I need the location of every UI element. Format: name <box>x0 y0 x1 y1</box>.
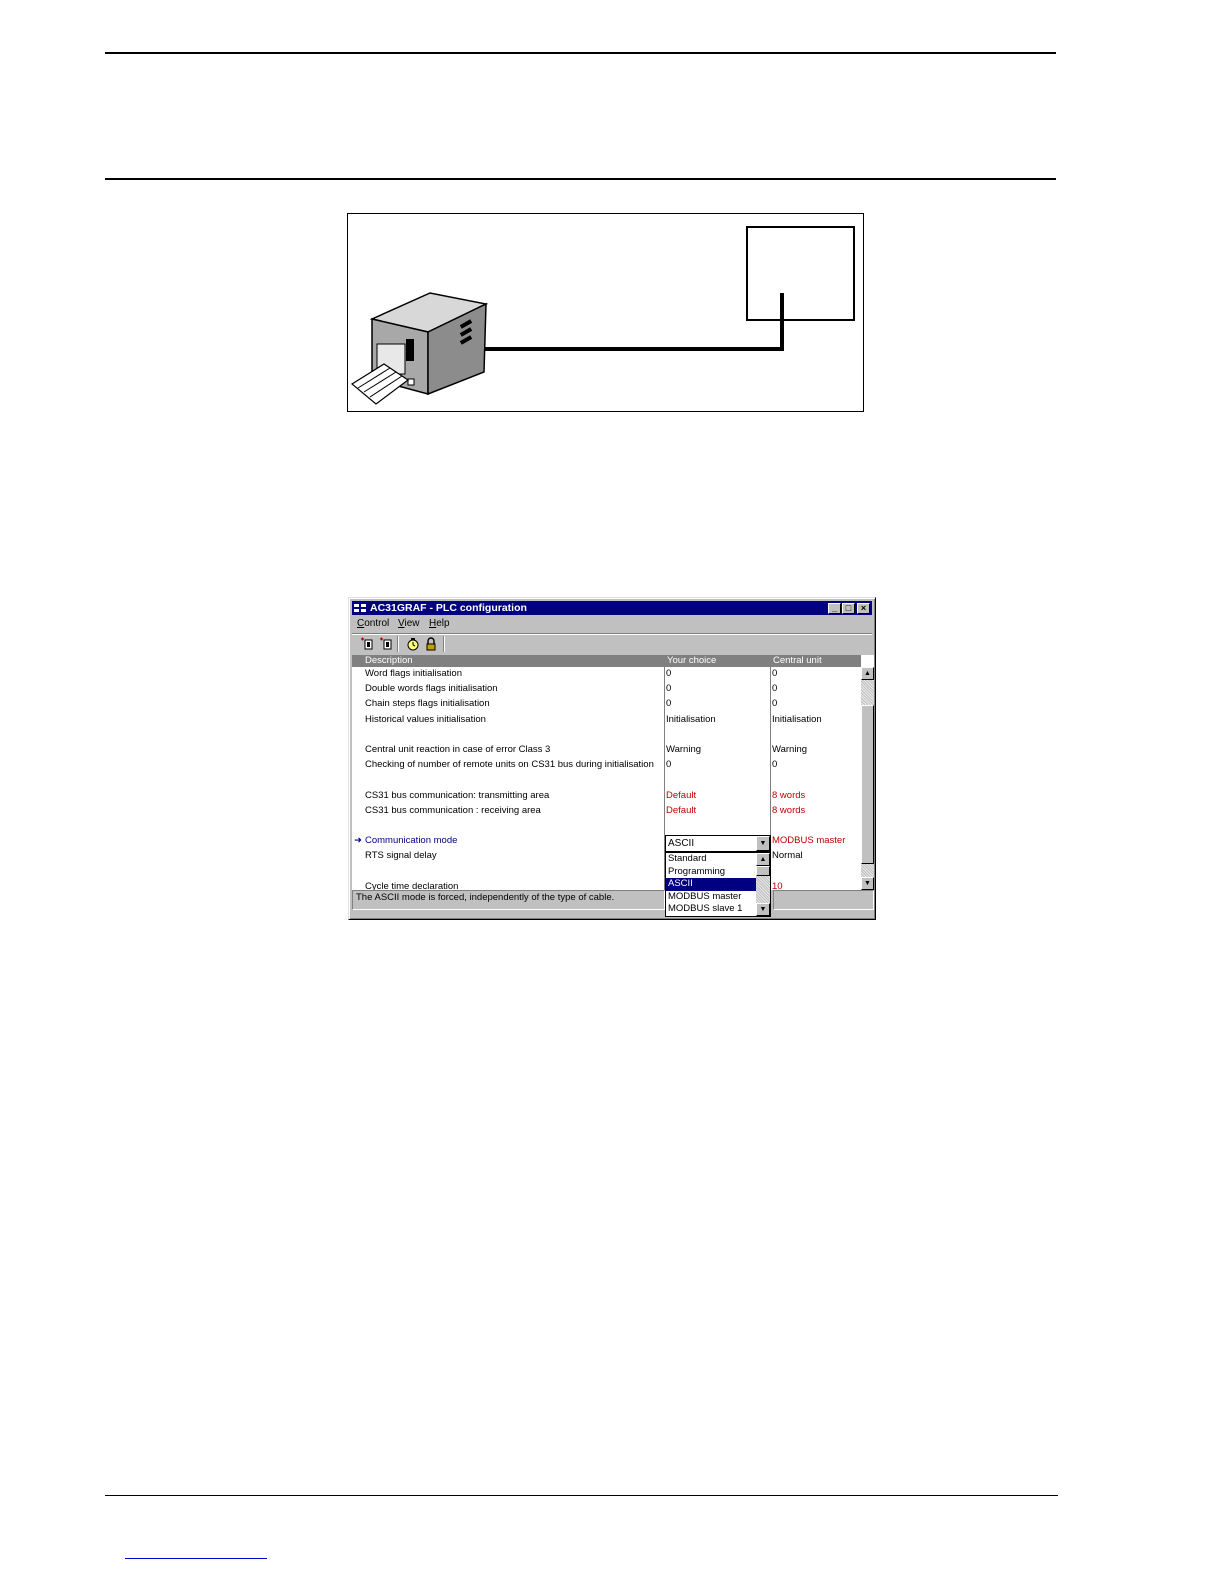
row-description: CS31 bus communication: transmitting area <box>365 789 550 801</box>
table-row[interactable] <box>352 880 861 890</box>
table-row[interactable] <box>352 728 861 742</box>
row-central-unit[interactable]: Warning <box>772 744 808 755</box>
row-description: Word flags initialisation <box>365 668 462 679</box>
row-your-choice[interactable]: Warning <box>666 744 702 755</box>
row-your-choice[interactable]: 0 <box>666 683 672 695</box>
vertical-scrollbar[interactable] <box>861 667 874 890</box>
new-page-icon[interactable] <box>360 637 374 651</box>
table-row[interactable] <box>352 804 861 818</box>
menu-help[interactable]: Help <box>429 618 450 629</box>
option-modbus-master[interactable]: MODBUS master <box>668 890 742 902</box>
connection-cable <box>478 293 782 349</box>
status-bar <box>352 890 665 910</box>
top-rule-1 <box>105 52 1056 54</box>
app-icon <box>354 604 366 612</box>
close-button[interactable]: × <box>857 603 870 614</box>
row-central-unit[interactable]: 0 <box>772 683 778 695</box>
table-row[interactable] <box>352 865 861 879</box>
row-your-choice[interactable]: 0 <box>666 668 672 679</box>
table-row[interactable] <box>352 682 861 696</box>
menu-control[interactable]: Control <box>357 618 390 629</box>
table-row[interactable] <box>352 667 861 681</box>
scroll-thumb[interactable] <box>861 705 874 864</box>
combo-dropdown-button[interactable]: ▼ <box>756 836 770 851</box>
column-header-description[interactable]: Description <box>365 655 413 666</box>
row-central-unit[interactable]: 10 <box>772 880 783 890</box>
current-row-arrow-icon: ➜ <box>354 835 362 847</box>
row-central-unit[interactable]: 8 words <box>772 804 806 816</box>
option-programming[interactable]: Programming <box>668 865 726 877</box>
row-your-choice[interactable]: Default <box>666 789 697 801</box>
row-description: CS31 bus communication : receiving area <box>365 804 541 816</box>
printer-connection-diagram <box>347 213 864 412</box>
dropdown-scrollbar[interactable] <box>756 853 770 916</box>
status-message: The ASCII mode is forced, independently of the type of cable. <box>356 892 615 903</box>
table-row[interactable] <box>352 713 861 727</box>
lock-icon[interactable] <box>424 637 438 651</box>
row-central-unit[interactable]: 8 words <box>772 789 806 801</box>
menu-bar <box>352 617 872 631</box>
title-bar[interactable] <box>352 601 872 615</box>
row-description: Communication mode <box>365 835 458 847</box>
row-description: Double words flags initialisation <box>365 683 498 695</box>
row-central-unit[interactable]: Initialisation <box>772 713 822 725</box>
row-central-unit[interactable]: 0 <box>772 668 778 679</box>
dropdown-scroll-thumb[interactable] <box>756 866 770 876</box>
footer-link-underline[interactable] <box>125 1558 267 1559</box>
plc-configuration-window <box>348 597 876 920</box>
row-description: Chain steps flags initialisation <box>365 698 490 710</box>
communication-mode-options <box>665 852 771 917</box>
table-row[interactable] <box>352 834 861 848</box>
table-row[interactable] <box>352 789 861 803</box>
toolbar-separator <box>397 636 399 652</box>
configuration-table <box>352 655 874 890</box>
row-description: Checking of number of remote units on CS31 bus during initialisation <box>365 759 654 771</box>
dropdown-scroll-down[interactable]: ▼ <box>756 903 770 916</box>
column-header-central-unit[interactable]: Central unit <box>773 655 822 666</box>
window-title: AC31GRAF - PLC configuration <box>370 602 527 614</box>
combo-value: ASCII <box>668 838 695 849</box>
row-description: RTS signal delay <box>365 850 437 862</box>
table-header <box>352 655 861 667</box>
row-your-choice[interactable]: Initialisation <box>666 713 716 725</box>
new-page-icon-2[interactable] <box>379 637 393 651</box>
maximize-button[interactable]: □ <box>842 603 855 614</box>
table-row[interactable] <box>352 743 861 757</box>
row-central-unit[interactable]: 0 <box>772 759 778 771</box>
row-your-choice[interactable]: 0 <box>666 759 672 771</box>
scroll-up-button[interactable]: ▲ <box>861 667 874 680</box>
toolbar-separator-2 <box>443 636 445 652</box>
scroll-down-button[interactable]: ▼ <box>861 877 874 890</box>
row-central-unit[interactable]: 0 <box>772 698 778 710</box>
option-ascii[interactable]: ASCII <box>666 878 756 891</box>
row-description: Historical values initialisation <box>365 713 486 725</box>
column-header-your-choice[interactable]: Your choice <box>667 655 717 666</box>
table-row[interactable] <box>352 819 861 833</box>
printer-icon <box>352 293 486 404</box>
dropdown-scroll-up[interactable]: ▲ <box>756 853 770 866</box>
clock-icon[interactable] <box>406 637 420 651</box>
row-your-choice[interactable]: 0 <box>666 698 672 710</box>
status-bar-panel <box>773 890 874 910</box>
option-modbus-slave-1[interactable]: MODBUS slave 1 <box>668 903 743 914</box>
row-central-unit[interactable]: Normal <box>772 850 803 862</box>
minimize-button[interactable]: _ <box>828 603 841 614</box>
option-standard[interactable]: Standard <box>668 853 707 864</box>
table-row[interactable] <box>352 758 861 772</box>
row-your-choice[interactable]: Default <box>666 804 697 816</box>
diagram-drawing <box>348 214 865 413</box>
row-description: Cycle time declaration <box>365 880 459 890</box>
table-row[interactable] <box>352 849 861 863</box>
toolbar <box>352 633 872 654</box>
bottom-rule <box>105 1495 1058 1496</box>
table-row[interactable] <box>352 697 861 711</box>
plc-box <box>747 227 854 320</box>
row-central-unit[interactable]: MODBUS master <box>772 835 846 847</box>
communication-mode-select[interactable] <box>665 835 771 852</box>
row-description: Central unit reaction in case of error Class 3 <box>365 744 551 755</box>
table-row[interactable] <box>352 773 861 787</box>
top-rule-2 <box>105 178 1056 180</box>
menu-view[interactable]: View <box>398 618 420 629</box>
